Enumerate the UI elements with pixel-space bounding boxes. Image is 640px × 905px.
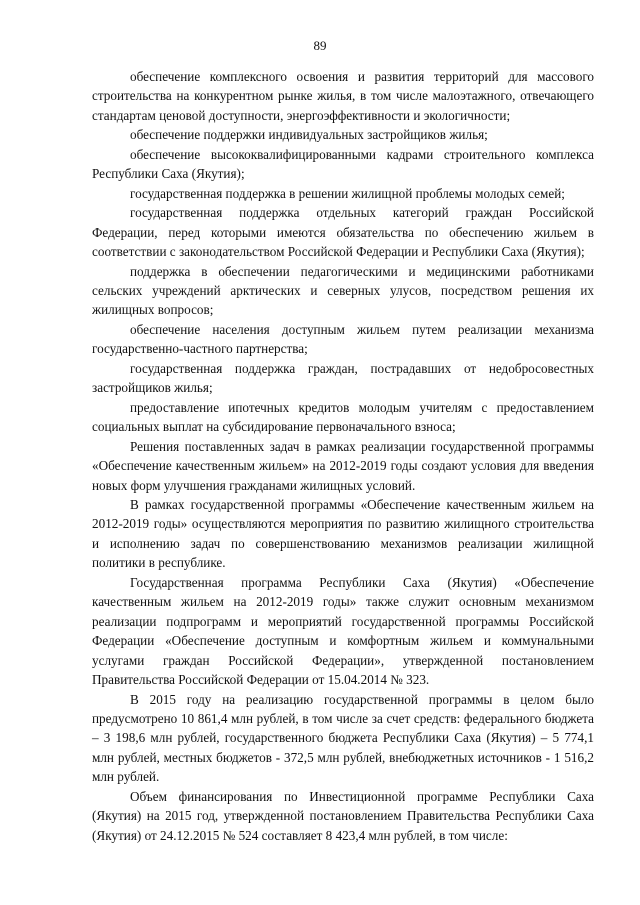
- paragraph: государственная поддержка граждан, пострадавших от недобросовестных застройщиков жилья;: [92, 360, 594, 396]
- document-body: [92, 67, 594, 845]
- paragraph: обеспечение населения доступным жильем путем реализации механизма государственно-частного партнерства;: [92, 321, 594, 357]
- paragraph: Объем финансирования по Инвестиционной программе Республики Саха (Якутия) на 2015 год, утвержденной постановлением Правительства Республики Саха (Якутия) от 24.12.2015 № 524 составляет 8 423,4 млн рублей, в том числе:: [92, 788, 594, 843]
- paragraph: Решения поставленных задач в рамках реализации государственной программы «Обеспечение качественным жильем» на 2012-2019 годы создают условия для введения новых форм улучшения гражданами жилищных условий.: [92, 438, 594, 493]
- paragraph: государственная поддержка отдельных категорий граждан Российской Федерации, перед которыми имеются обязательства по обеспечению жильем в соответствии с законодательством Российской Федерации и Республики Саха (Якутия);: [92, 205, 594, 260]
- paragraph: В 2015 году на реализацию государственной программы в целом было предусмотрено 10 861,4 млн рублей, в том числе за счет средств: федерального бюджета – 3 198,6 млн рублей, государственного бюджета Республики Саха (Якутия) – 5 774,1 млн рублей, местных бюджетов - 372,5 млн рублей, внебюджетных источников - 1 516,2 млн рублей.: [92, 691, 594, 785]
- paragraph: В рамках государственной программы «Обеспечение качественным жильем на 2012-2019 годы» осуществляются мероприятия по развитию жилищного строительства и исполнению задач по совершенствованию механизмов реализации жилищной политики в республике.: [92, 496, 594, 571]
- paragraph: государственная поддержка в решении жилищной проблемы молодых семей;: [130, 185, 565, 201]
- paragraph: обеспечение комплексного освоения и развития территорий для массового строительства на конкурентном рынке жилья, в том числе малоэтажного, отвечающего стандартам ценовой доступности, энергоэффективности и экологичности;: [92, 69, 594, 123]
- paragraph: Государственная программа Республики Саха (Якутия) «Обеспечение качественным жильем на 2012-2019 годы» также служит основным механизмом реализации подпрограмм и мероприятий государственной программы Российской Федерации «Обеспечение доступным и комфортным жильем и коммунальными услугами граждан Российской Федерации», утвержденной постановлением Правительства Российской Федерации от 15.04.2014 № 323.: [92, 574, 594, 688]
- paragraph: обеспечение высококвалифицированными кадрами строительного комплекса Республики Саха (Якутия);: [92, 146, 594, 182]
- paragraph: обеспечение поддержки индивидуальных застройщиков жилья;: [130, 127, 488, 143]
- page-number: 89: [313, 38, 327, 53]
- paragraph: предоставление ипотечных кредитов молодым учителям с предоставлением социальных выплат на субсидирование первоначального взноса;: [92, 399, 594, 435]
- paragraph: поддержка в обеспечении педагогическими и медицинскими работниками сельских учреждений арктических и северных улусов, посредством решения их жилищных вопросов;: [92, 263, 594, 318]
